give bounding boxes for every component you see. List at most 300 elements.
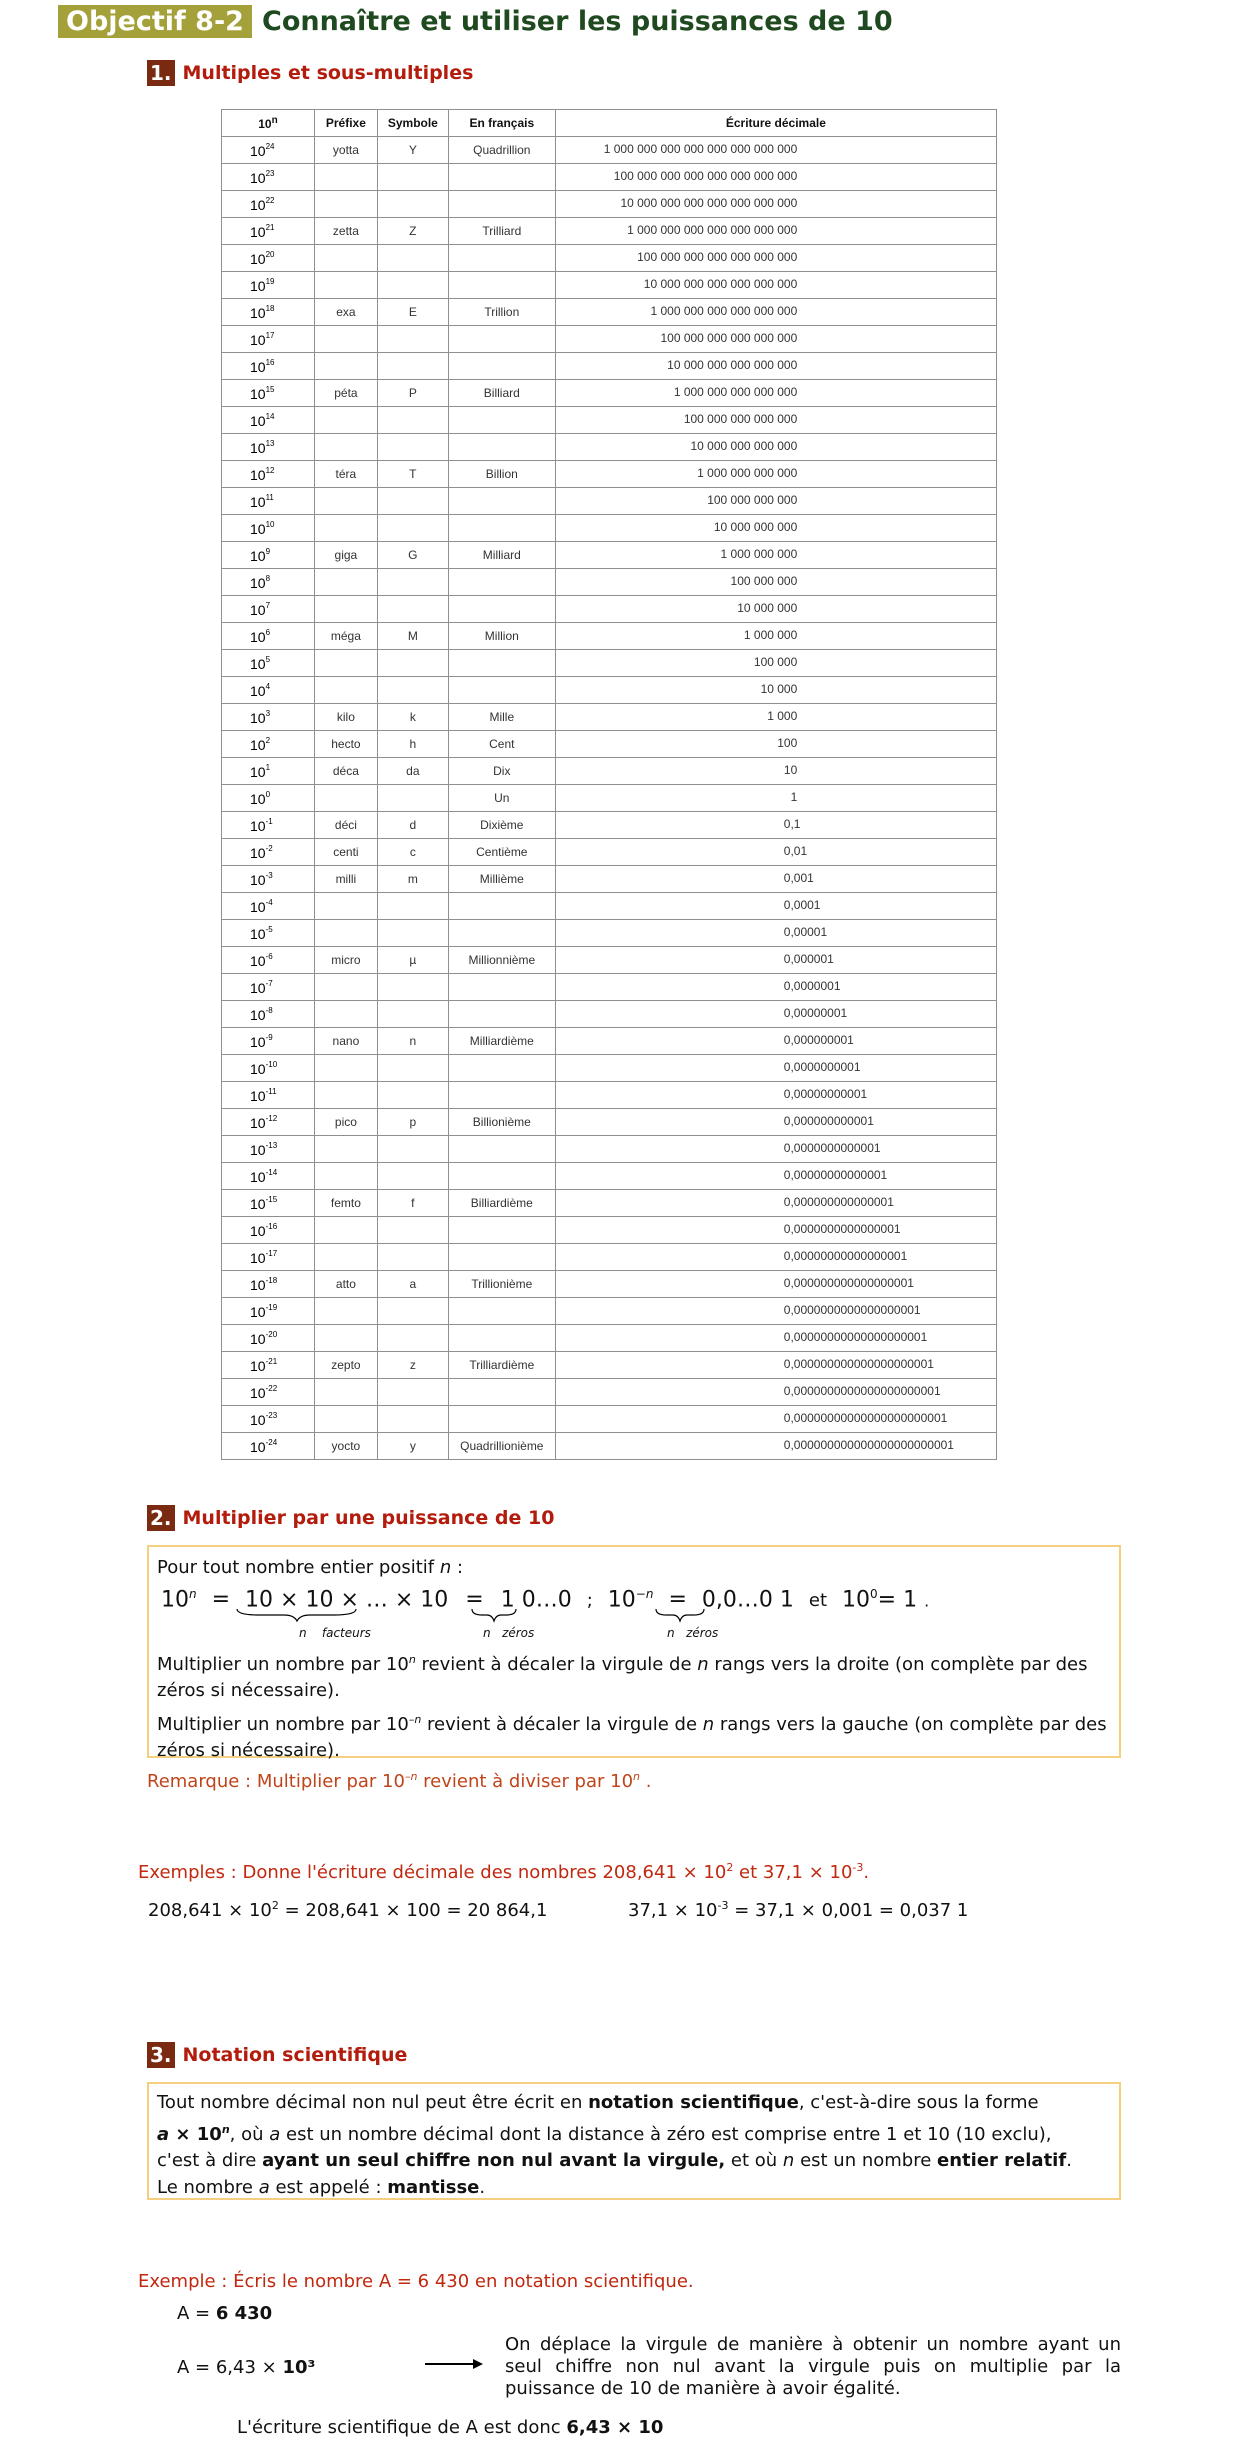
decimal-cell: 0,001 [555,866,996,893]
power-cell: $10^7$ [222,596,315,623]
power-cell: $10^{-5}$ [222,920,315,947]
product-expression: 10 × 10 × … × 10 [245,1587,449,1613]
symbol-cell [377,974,448,1001]
french-name-cell [448,1055,555,1082]
french-name-cell [448,1379,555,1406]
example-3-line-1: A = 6 430 [177,2303,273,2324]
symbol-cell [377,1136,448,1163]
symbol-cell: n [377,1028,448,1055]
power-cell: $10^{20}$ [222,245,315,272]
french-name-cell: Milliardième [448,1028,555,1055]
power-cell: $10^{-17}$ [222,1244,315,1271]
decimal-cell: 0,00000000000000000001 [555,1325,996,1352]
power-cell: $10^{-14}$ [222,1163,315,1190]
symbol-cell [377,1244,448,1271]
table-row [222,326,997,353]
power-cell: $10^8$ [222,569,315,596]
french-name-cell: Trilliardième [448,1352,555,1379]
table-row [222,434,997,461]
definition-line-1: Tout nombre décimal non nul peut être écrit en notation scientifique, c'est-à-dire sous la forme [157,2092,1039,2113]
decimal-cell: 100 000 000 000 000 000 000 000 [555,164,996,191]
power-cell: $10^{-23}$ [222,1406,315,1433]
table-row [222,1244,997,1271]
symbol-cell [377,191,448,218]
power-cell: $10^{15}$ [222,380,315,407]
french-name-cell: Million [448,623,555,650]
rule-paragraph-positive: Multiplier un nombre par 10$^n$ revient à décaler la virgule de n rangs vers la droite (on complète par des zéros si nécessaire). [157,1653,1088,1701]
prefix-cell: déca [314,758,377,785]
symbol-cell: z [377,1352,448,1379]
symbol-cell [377,1406,448,1433]
prefix-cell: exa [314,299,377,326]
power-cell: $10^{24}$ [222,137,315,164]
power-cell: $10^{19}$ [222,272,315,299]
power-cell: $10^{-4}$ [222,893,315,920]
power-cell: $10^4$ [222,677,315,704]
decimal-cell: 1 000 000 000 000 000 [555,380,996,407]
prefix-cell [314,920,377,947]
power-cell: $10^{11}$ [222,488,315,515]
symbol-cell: E [377,299,448,326]
power-cell: $10^{-9}$ [222,1028,315,1055]
prefix-cell [314,1082,377,1109]
table-row [222,785,997,812]
power-cell: $10^9$ [222,542,315,569]
prefix-cell: téra [314,461,377,488]
decimal-cell: 100 000 000 000 000 [555,407,996,434]
prefix-cell: zetta [314,218,377,245]
french-name-cell [448,569,555,596]
table-row [222,677,997,704]
symbol-cell: p [377,1109,448,1136]
example-3-explanation: On déplace la virgule de manière à obtenir un nombre ayant un seul chiffre non nul avant la virgule puis on multiplie par la puissance de 10 de manière à avoir égalité. [505,2334,1121,2399]
symbol-cell: d [377,812,448,839]
decimal-cell: 0,00001 [555,920,996,947]
prefix-cell [314,1325,377,1352]
power-cell: $10^{-2}$ [222,839,315,866]
decimal-cell: 1 000 000 000 000 000 000 000 [555,218,996,245]
prefix-cell [314,1379,377,1406]
table-row [222,569,997,596]
table-row [222,407,997,434]
table-row [222,191,997,218]
table-row [222,596,997,623]
table-row [222,218,997,245]
french-name-cell [448,515,555,542]
symbol-cell [377,677,448,704]
power-cell: $10^2$ [222,731,315,758]
power-cell: $10^{16}$ [222,353,315,380]
decimal-cell: 0,0000000000000000001 [555,1298,996,1325]
prefix-cell [314,515,377,542]
power-cell: $10^6$ [222,623,315,650]
power-cell: $10^{-15}$ [222,1190,315,1217]
decimal-cell: 10 000 000 000 000 000 000 [555,272,996,299]
table-row [222,1352,997,1379]
one-followed-by-zeros: 1 0…0 [500,1587,572,1613]
decimal-cell: 10 [555,758,996,785]
table-row [222,542,997,569]
power-formula: 10$^n$ = 10 × 10 × … × 10 = 1 0…0 ; $10^{-n}$ = 0,0…0 1 et $10^0= 1$ . [161,1587,930,1613]
definition-line-4: Le nombre a est appelé : mantisse. [157,2176,486,2198]
prefix-cell [314,164,377,191]
section-title: Notation scientifique [182,2044,408,2066]
prefix-cell: micro [314,947,377,974]
table-row [222,1001,997,1028]
decimal-cell: 0,00000000000000000000001 [555,1406,996,1433]
french-name-cell: Centième [448,839,555,866]
symbol-cell [377,596,448,623]
power-cell: $10^{-16}$ [222,1217,315,1244]
prefix-cell [314,1244,377,1271]
french-name-cell: Quadrillion [448,137,555,164]
power-cell: $10^{21}$ [222,218,315,245]
section-number: 3. [147,2042,175,2068]
table-row [222,947,997,974]
decimal-cell: 0,000000000000000000001 [555,1352,996,1379]
decimal-cell: 10 000 000 000 000 000 000 000 [555,191,996,218]
prefix-cell [314,326,377,353]
symbol-cell: h [377,731,448,758]
table-row [222,1163,997,1190]
rule-intro: Pour tout nombre entier positif n : [157,1557,464,1578]
example-3-conclusion: L'écriture scientifique de A est donc 6,43 × 10 [237,2417,664,2438]
french-name-cell [448,920,555,947]
scientific-notation-definition [147,2082,1121,2200]
french-name-cell [448,1244,555,1271]
decimal-cell: 10 000 000 [555,596,996,623]
french-name-cell: Dixième [448,812,555,839]
decimal-cell: 0,000000000000000000000001 [555,1433,996,1460]
symbol-cell: T [377,461,448,488]
symbol-cell [377,1055,448,1082]
french-name-cell [448,1001,555,1028]
power-cell: $10^{14}$ [222,407,315,434]
decimal-cell: 100 000 000 000 000 000 000 [555,245,996,272]
example-3-title: Exemple : Écris le nombre A = 6 430 en notation scientifique. [138,2271,694,2292]
symbol-cell: M [377,623,448,650]
table-row [222,245,997,272]
power-cell: $10^{-1}$ [222,812,315,839]
french-name-cell: Quadrillionième [448,1433,555,1460]
table-row [222,839,997,866]
brace-label-factors: n facteurs [299,1626,371,1640]
french-name-cell: Trilliard [448,218,555,245]
header-symbol: Symbole [377,110,448,137]
symbol-cell: µ [377,947,448,974]
decimal-cell: 100 [555,731,996,758]
symbol-cell [377,1298,448,1325]
symbol-cell [377,1379,448,1406]
french-name-cell [448,326,555,353]
table-row [222,1433,997,1460]
prefix-cell [314,1298,377,1325]
french-name-cell [448,596,555,623]
examples-title: Exemples : Donne l'écriture décimale des nombres $208,641 \times 10^2$ et $37,1 \times 10^{-3}$. [138,1861,870,1883]
french-name-cell: Millionnième [448,947,555,974]
table-row [222,920,997,947]
prefix-cell [314,488,377,515]
section-number: 2. [147,1505,175,1531]
french-name-cell [448,1082,555,1109]
prefix-cell: femto [314,1190,377,1217]
table-row [222,353,997,380]
table-row [222,650,997,677]
french-name-cell [448,893,555,920]
french-name-cell: Billiard [448,380,555,407]
table-row [222,1379,997,1406]
power-cell: $10^{22}$ [222,191,315,218]
table-row [222,1325,997,1352]
power-cell: $10^{-11}$ [222,1082,315,1109]
decimal-cell: 0,00000000000001 [555,1163,996,1190]
decimal-cell: 0,00000000001 [555,1082,996,1109]
symbol-cell [377,1082,448,1109]
power-cell: $10^{-22}$ [222,1379,315,1406]
prefix-cell: giga [314,542,377,569]
power-cell: $10^{23}$ [222,164,315,191]
decimal-cell: 0,0000001 [555,974,996,1001]
symbol-cell: G [377,542,448,569]
prefix-cell [314,596,377,623]
symbol-cell [377,1001,448,1028]
header-french: En français [448,110,555,137]
definition-line-3: c'est à dire ayant un seul chiffre non nul avant la virgule, et où n est un nombre entier relatif. [157,2150,1072,2171]
symbol-cell [377,272,448,299]
brace-label-zeros: n zéros [483,1626,535,1640]
page-title: Connaître et utiliser les puissances de 10 [262,6,893,37]
example-2: $37,1 \times 10^{-3} = 37,1 \times 0,001 = 0,037$ 1 [628,1899,969,1921]
prefix-cell: kilo [314,704,377,731]
decimal-cell: 0,000000001 [555,1028,996,1055]
table-row [222,893,997,920]
french-name-cell [448,407,555,434]
table-row [222,137,997,164]
prefix-cell: pico [314,1109,377,1136]
decimal-cell: 10 000 000 000 [555,515,996,542]
prefix-cell [314,353,377,380]
power-cell: $10^{-8}$ [222,1001,315,1028]
table-row [222,1190,997,1217]
decimal-cell: 0,0000000000000000000001 [555,1379,996,1406]
french-name-cell: Milliard [448,542,555,569]
table-row [222,1082,997,1109]
decimal-cell: 0,0000000001 [555,1055,996,1082]
power-cell: $10^{-7}$ [222,974,315,1001]
decimal-cell: 0,01 [555,839,996,866]
decimal-cell: 100 000 [555,650,996,677]
french-name-cell: Millième [448,866,555,893]
header-decimal: Écriture décimale [555,110,996,137]
section-number: 1. [147,60,175,86]
french-name-cell: Billiardième [448,1190,555,1217]
french-name-cell [448,1406,555,1433]
power-cell: $10^{10}$ [222,515,315,542]
symbol-cell: Z [377,218,448,245]
decimal-cell: 1 000 000 000 000 [555,461,996,488]
prefix-cell [314,1001,377,1028]
prefix-cell [314,974,377,1001]
french-name-cell: Trillion [448,299,555,326]
prefix-cell [314,1406,377,1433]
table-row [222,758,997,785]
rule-paragraph-negative: Multiplier un nombre par $10^{-n}$ revient à décaler la virgule de n rangs vers la gauche (on complète par des zéros si nécessaire). [157,1713,1107,1761]
prefix-cell [314,1055,377,1082]
french-name-cell [448,191,555,218]
section-title: Multiples et sous-multiples [182,62,474,84]
power-cell: $10^1$ [222,758,315,785]
decimal-cell: 1 000 000 000 000 000 000 000 000 [555,137,996,164]
symbol-cell [377,920,448,947]
prefix-cell [314,650,377,677]
prefix-cell: centi [314,839,377,866]
power-cell: $10^{-6}$ [222,947,315,974]
prefix-cell [314,272,377,299]
symbol-cell [377,893,448,920]
table-row [222,1406,997,1433]
symbol-cell: a [377,1271,448,1298]
prefix-cell [314,893,377,920]
brace-label-zeros-2: n zéros [667,1626,719,1640]
power-cell: $10^{12}$ [222,461,315,488]
french-name-cell: Mille [448,704,555,731]
power-cell: $10^{-21}$ [222,1352,315,1379]
section-2-heading [147,1505,554,1531]
decimal-cell: 0,000001 [555,947,996,974]
prefix-cell: méga [314,623,377,650]
symbol-cell [377,1325,448,1352]
symbol-cell [377,1163,448,1190]
french-name-cell [448,353,555,380]
decimal-cell: 100 000 000 000 [555,488,996,515]
symbol-cell [377,245,448,272]
power-cell: $10^{-20}$ [222,1325,315,1352]
prefix-cell [314,785,377,812]
power-cell: $10^5$ [222,650,315,677]
decimal-cell: 0,00000000000000001 [555,1244,996,1271]
decimal-cell: 1 000 000 000 [555,542,996,569]
french-name-cell [448,974,555,1001]
header-power: 10$^n$ [222,110,315,137]
decimal-cell: 100 000 000 000 000 000 [555,326,996,353]
prefix-cell: hecto [314,731,377,758]
prefix-cell [314,569,377,596]
french-name-cell [448,1298,555,1325]
table-row [222,1136,997,1163]
section-1-heading [147,60,473,86]
symbol-cell [377,326,448,353]
french-name-cell: Un [448,785,555,812]
decimal-cell: 1 000 [555,704,996,731]
section-title: Multiplier par une puissance de 10 [182,1507,555,1529]
french-name-cell [448,1163,555,1190]
decimal-cell: 0,0000000000000001 [555,1217,996,1244]
symbol-cell [377,569,448,596]
symbol-cell [377,407,448,434]
symbol-cell: y [377,1433,448,1460]
remark: Remarque : Multiplier par $10^{-n}$ revient à diviser par 10$^n$ . [147,1770,652,1792]
table-row [222,299,997,326]
french-name-cell [448,245,555,272]
decimal-cell: 1 000 000 000 000 000 000 [555,299,996,326]
symbol-cell [377,785,448,812]
french-name-cell [448,1136,555,1163]
decimal-cell: 10 000 000 000 000 000 [555,353,996,380]
power-cell: $10^{-10}$ [222,1055,315,1082]
decimal-cell: 0,0000000000001 [555,1136,996,1163]
table-row [222,1271,997,1298]
symbol-cell [377,488,448,515]
table-row [222,974,997,1001]
symbol-cell [377,434,448,461]
french-name-cell [448,164,555,191]
arrow-right-icon [425,2356,485,2372]
definition-line-2: $a \times 10^n$, où a est un nombre décimal dont la distance à zéro est comprise entre 1 et 10 (10 exclu), [157,2122,1052,2145]
french-name-cell [448,272,555,299]
table-row [222,1298,997,1325]
power-cell: $10^3$ [222,704,315,731]
symbol-cell: m [377,866,448,893]
prefix-cell [314,191,377,218]
power-cell: $10^{17}$ [222,326,315,353]
power-cell: $10^{-19}$ [222,1298,315,1325]
prefix-cell: yotta [314,137,377,164]
power-cell: $10^{-12}$ [222,1109,315,1136]
example-1: $208,641 \times 10^2 = 208,641 \times 100 = 20$ 864,1 [148,1899,548,1921]
symbol-cell: P [377,380,448,407]
table-row [222,461,997,488]
decimal-cell: 0,0001 [555,893,996,920]
table-row [222,704,997,731]
decimal-cell: 100 000 000 [555,569,996,596]
symbol-cell [377,650,448,677]
symbol-cell: k [377,704,448,731]
table-row [222,1055,997,1082]
french-name-cell: Trillionième [448,1271,555,1298]
rule-box-multiply [147,1545,1121,1761]
french-name-cell [448,434,555,461]
french-name-cell [448,650,555,677]
power-cell: $10^{-3}$ [222,866,315,893]
power-cell: $10^{-24}$ [222,1433,315,1460]
prefix-cell [314,677,377,704]
header-prefix: Préfixe [314,110,377,137]
power-cell: $10^{-13}$ [222,1136,315,1163]
table-row [222,380,997,407]
decimal-cell: 10 000 000 000 000 [555,434,996,461]
table-row [222,515,997,542]
table-row [222,1028,997,1055]
power-cell: $10^{13}$ [222,434,315,461]
table-row [222,164,997,191]
french-name-cell [448,677,555,704]
french-name-cell: Cent [448,731,555,758]
symbol-cell [377,515,448,542]
prefix-cell: péta [314,380,377,407]
table-row [222,1109,997,1136]
prefix-cell [314,1136,377,1163]
decimal-cell: 1 [555,785,996,812]
table-row [222,1217,997,1244]
prefix-cell [314,245,377,272]
table-header-row [222,110,997,137]
power-cell: $10^{-18}$ [222,1271,315,1298]
symbol-cell [377,353,448,380]
powers-of-ten-table [221,109,997,1460]
symbol-cell: da [377,758,448,785]
prefix-cell: déci [314,812,377,839]
prefix-cell [314,1163,377,1190]
